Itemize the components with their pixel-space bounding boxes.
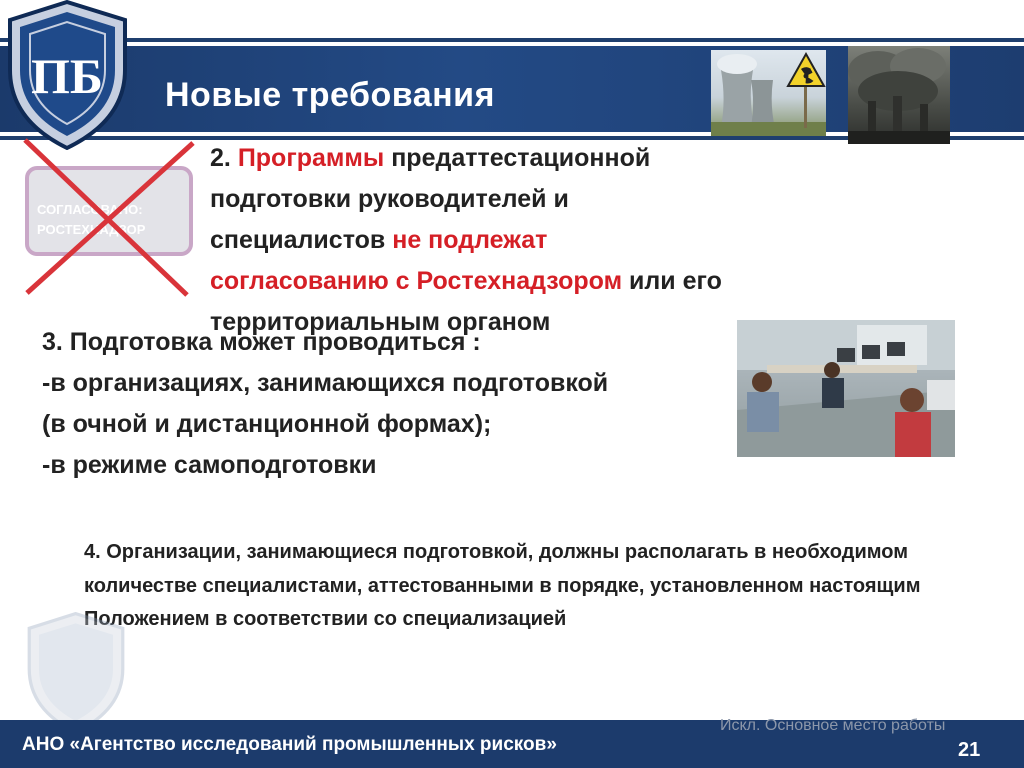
logo-letters: ПБ (31, 48, 103, 104)
stamp-line-1: СОГЛАСОВАНО: (37, 202, 143, 217)
footer-note: Искл. Основное место работы (720, 717, 946, 734)
item-3-line-4: -в режиме самоподготовки (42, 451, 377, 479)
item-2-text-b: или его территориальным органом (210, 267, 722, 336)
radiation-warning-icon (788, 54, 824, 86)
item-3-line-1: 3. Подготовка может проводиться : (42, 328, 481, 356)
classroom-photo (737, 320, 955, 457)
stamp-line-2: РОСТЕХНАДЗОР (37, 222, 146, 237)
item-2-paragraph (210, 138, 730, 343)
item-3-line-2: -в организациях, занимающихся подготовкой (42, 369, 609, 397)
item-2-highlight-not-subject: не подлежат согласованию с Ростехнадзором (210, 226, 623, 295)
page-number: 21 (958, 739, 981, 761)
slide-title: Новые требования (165, 76, 495, 114)
item-2-number: 2. (210, 144, 231, 172)
watermark-logo-icon (20, 612, 132, 734)
item-4-paragraph: 4. Организации, занимающиеся подготовкой, должны располагать в необходимом количестве специалистами, аттестованными в порядке, установленном настоящим Положением в соответствии со специализацией (84, 541, 921, 630)
item-3-line-3: (в очной и дистанционной формах); (42, 410, 492, 438)
item-2-highlight-programs: Программы (237, 144, 385, 172)
item-2-text-a: предаттестационной подготовки руководителей и специалистов (210, 144, 651, 254)
header-stripe-top (0, 38, 1024, 42)
industrial-smoke-photo (848, 46, 950, 144)
cooling-tower-photo (711, 50, 826, 136)
item-3-paragraph (42, 322, 742, 486)
cross-out-icon (15, 135, 200, 300)
footer-organization: АНО «Агентство исследований промышленных рисков» (22, 734, 557, 755)
shield-logo-icon (0, 0, 135, 150)
